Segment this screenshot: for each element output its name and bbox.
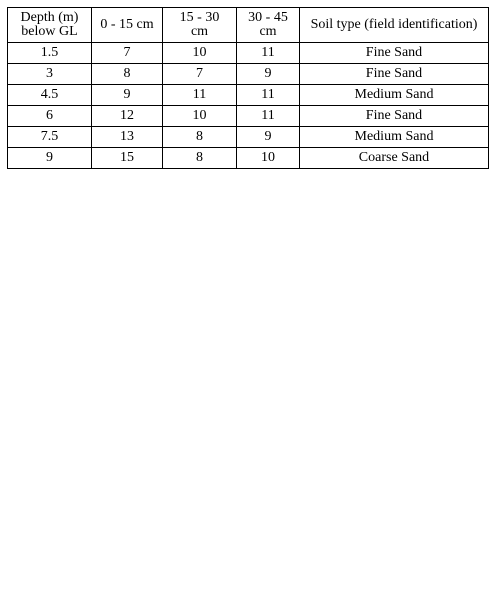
cell-depth: 6	[8, 106, 92, 127]
header-0-15-cm: 0 - 15 cm	[92, 8, 163, 43]
cell-15-30: 11	[163, 85, 237, 106]
cell-soil-type: Coarse Sand	[300, 148, 489, 169]
cell-30-45: 10	[237, 148, 300, 169]
table-row	[8, 64, 489, 85]
table-row	[8, 127, 489, 148]
table-row	[8, 106, 489, 127]
cell-30-45: 9	[237, 64, 300, 85]
cell-0-15: 12	[92, 106, 163, 127]
table-row	[8, 148, 489, 169]
table-header-row	[8, 8, 489, 43]
cell-15-30: 10	[163, 43, 237, 64]
header-depth: Depth (m) below GL	[8, 8, 92, 43]
cell-soil-type: Medium Sand	[300, 127, 489, 148]
cell-0-15: 9	[92, 85, 163, 106]
cell-30-45: 11	[237, 43, 300, 64]
cell-depth: 1.5	[8, 43, 92, 64]
cell-depth: 9	[8, 148, 92, 169]
cell-0-15: 13	[92, 127, 163, 148]
cell-soil-type: Fine Sand	[300, 64, 489, 85]
header-soil-type: Soil type (field identification)	[300, 8, 489, 43]
cell-30-45: 11	[237, 106, 300, 127]
header-30-45-cm: 30 - 45 cm	[237, 8, 300, 43]
cell-depth: 3	[8, 64, 92, 85]
cell-0-15: 8	[92, 64, 163, 85]
cell-30-45: 9	[237, 127, 300, 148]
cell-soil-type: Medium Sand	[300, 85, 489, 106]
cell-depth: 7.5	[8, 127, 92, 148]
cell-0-15: 7	[92, 43, 163, 64]
cell-15-30: 10	[163, 106, 237, 127]
table-row	[8, 85, 489, 106]
header-15-30-cm: 15 - 30 cm	[163, 8, 237, 43]
table-row	[8, 43, 489, 64]
cell-soil-type: Fine Sand	[300, 106, 489, 127]
soil-data-table	[7, 7, 489, 169]
cell-depth: 4.5	[8, 85, 92, 106]
cell-15-30: 7	[163, 64, 237, 85]
cell-30-45: 11	[237, 85, 300, 106]
cell-0-15: 15	[92, 148, 163, 169]
cell-soil-type: Fine Sand	[300, 43, 489, 64]
cell-15-30: 8	[163, 148, 237, 169]
cell-15-30: 8	[163, 127, 237, 148]
